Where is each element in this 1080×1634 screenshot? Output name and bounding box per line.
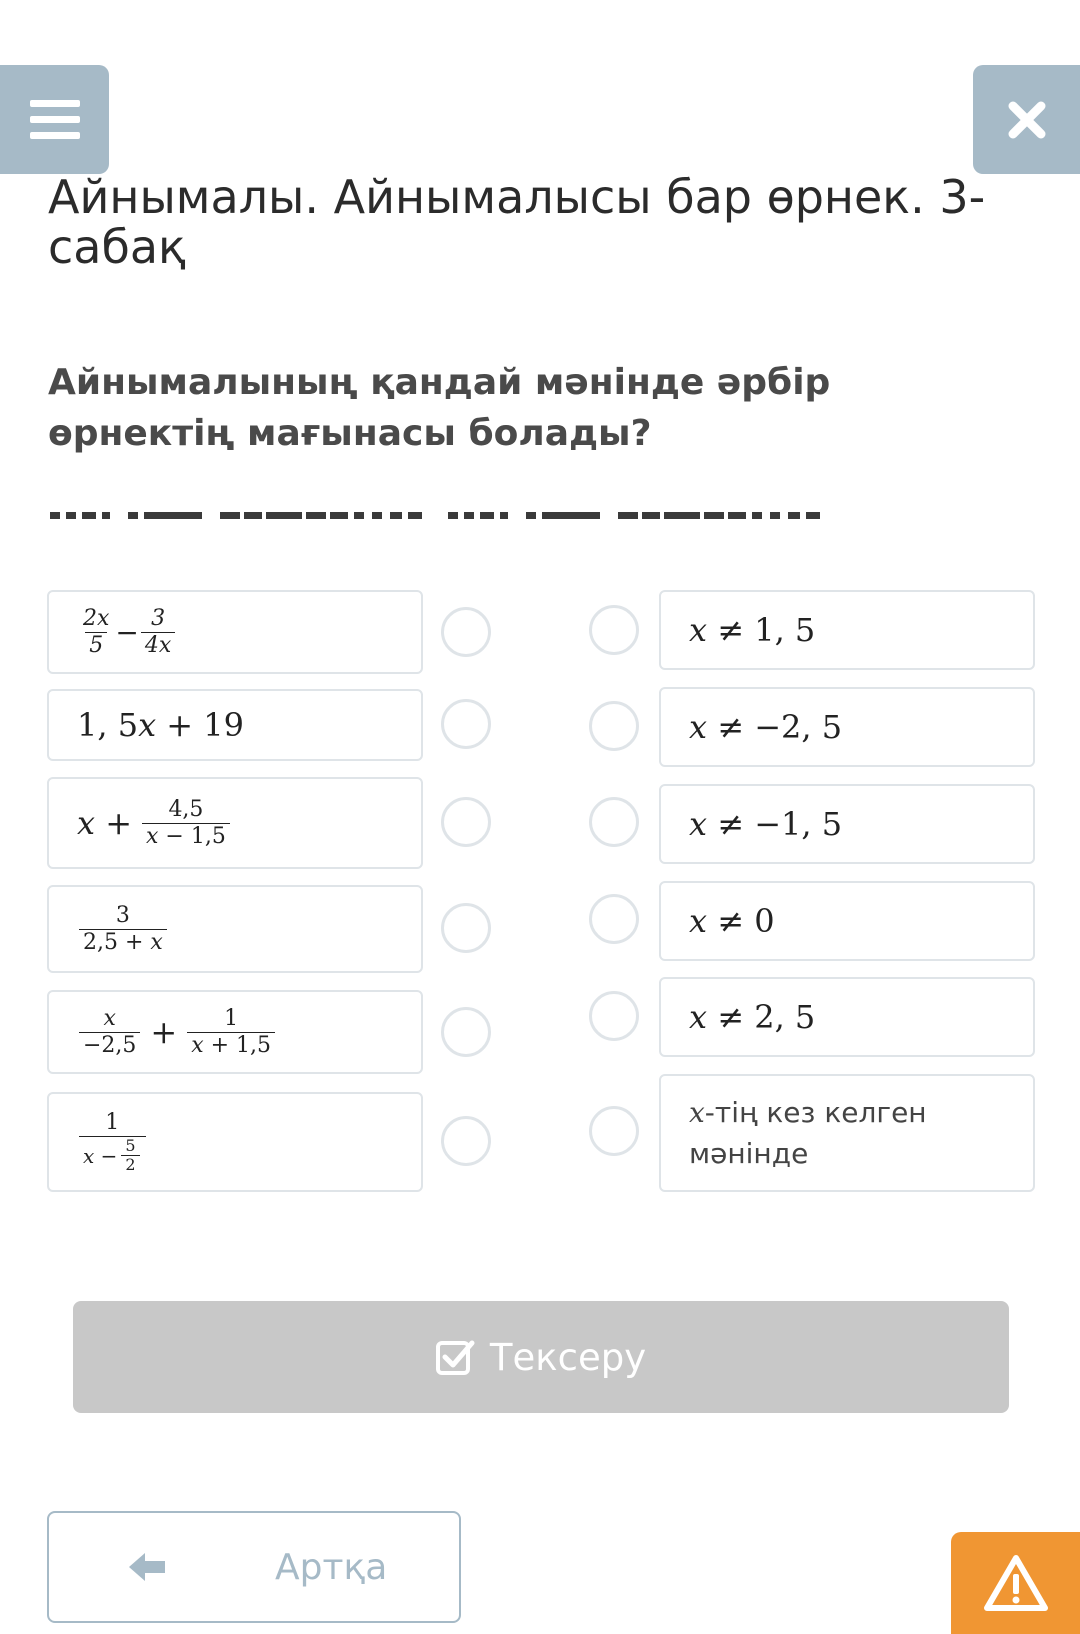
divider-dash [66,512,76,519]
variable: 𝑥 [689,1096,705,1129]
divider-dash [354,512,364,519]
warning-icon [983,1554,1049,1612]
operator: + [150,1013,178,1051]
condition-card-4[interactable] [659,881,1035,961]
condition-suffix: -тің кез келген мәнінде [689,1096,927,1170]
fraction [141,606,175,659]
operator: − [115,615,139,649]
divider-dash [480,512,494,519]
fraction-numerator: 1 [105,1110,120,1135]
condition-card-6[interactable] [659,1074,1035,1192]
hamburger-icon [30,100,80,140]
divider-dash [664,512,700,519]
fraction [79,903,167,956]
divider-dash [752,512,762,519]
fraction-denominator: 2,5 + 𝑥 [79,929,167,956]
report-problem-button[interactable] [951,1532,1080,1634]
right-radio-3[interactable] [589,797,639,847]
divider-dash [770,512,780,519]
fraction-denominator: 5 [85,632,107,659]
right-radio-1[interactable] [589,605,639,655]
question-text: Айнымалының қандай мәнінде әрбір өрнектің мағынасы болады? [48,362,831,454]
left-radio-4[interactable] [441,903,491,953]
fraction-numerator: 3 [151,605,166,631]
expression-card-4[interactable] [47,885,423,973]
divider-dash [788,512,800,519]
arrow-left-icon [127,1551,167,1583]
close-button[interactable] [973,65,1080,174]
left-radio-6[interactable] [441,1116,491,1166]
fraction-denominator: 4𝑥 [141,632,175,659]
expression-card-6[interactable] [47,1092,423,1192]
divider-dash [266,512,302,519]
fraction-denominator: −2,5 [79,1032,140,1059]
divider-dash [728,512,746,519]
expression-card-3[interactable] [47,777,423,869]
fraction-denominator [79,1136,146,1174]
menu-button[interactable] [0,65,109,174]
divider-dash [372,512,382,519]
condition-text: 𝑥 ≠ 1, 5 [689,611,816,649]
divider-dash [408,512,422,519]
divider-dash [128,512,138,519]
condition-text [689,1092,989,1174]
fraction-numerator: 𝑥 [103,1005,116,1031]
condition-card-5[interactable] [659,977,1035,1057]
fraction [79,1006,140,1059]
divider [50,512,1030,522]
condition-text: 𝑥 ≠ −1, 5 [689,805,843,843]
divider-dash [102,512,110,519]
condition-card-1[interactable] [659,590,1035,670]
expression-text: 1, 5𝑥 + 19 [77,706,244,744]
fraction-denominator: 𝑥 + 1,5 [187,1032,275,1059]
checkbox-check-icon [436,1339,476,1375]
divider-dash [642,512,660,519]
nested-numerator: 5 [125,1136,136,1155]
denominator-prefix: 𝑥 − [83,1143,118,1168]
divider-dash [448,512,458,519]
expression-prefix: 𝑥 + [77,804,133,842]
back-button[interactable] [47,1511,461,1623]
expression-card-5[interactable] [47,990,423,1074]
divider-dash [306,512,326,519]
fraction [79,1110,146,1174]
divider-dash [220,512,240,519]
divider-dash [704,512,724,519]
divider-dash [806,512,820,519]
condition-text: 𝑥 ≠ 2, 5 [689,998,816,1036]
fraction-numerator: 2𝑥 [83,605,110,631]
fraction-numerator: 4,5 [168,796,204,822]
left-radio-2[interactable] [441,699,491,749]
fraction-denominator: 𝑥 − 1,5 [142,823,230,850]
left-radio-5[interactable] [441,1007,491,1057]
fraction [187,1006,275,1059]
divider-dash [50,512,60,519]
divider-dash [618,512,638,519]
right-radio-6[interactable] [589,1106,639,1156]
fraction [142,797,230,850]
right-radio-5[interactable] [589,991,639,1041]
divider-dash [330,512,348,519]
divider-dash [542,512,600,519]
fraction [79,606,113,659]
condition-text: 𝑥 ≠ 0 [689,902,775,940]
nested-denominator: 2 [121,1155,139,1174]
divider-dash [526,512,536,519]
divider-dash [500,512,508,519]
left-radio-1[interactable] [441,607,491,657]
expression-card-1[interactable] [47,590,423,674]
divider-dash [82,512,96,519]
divider-dash [144,512,202,519]
back-button-label: Артқа [275,1546,388,1588]
condition-text: 𝑥 ≠ −2, 5 [689,708,843,746]
check-button[interactable] [73,1301,1009,1413]
close-icon [1007,100,1047,140]
nested-fraction [121,1137,139,1174]
condition-card-3[interactable] [659,784,1035,864]
right-radio-2[interactable] [589,701,639,751]
expression-card-2[interactable] [47,689,423,761]
fraction-numerator: 3 [115,902,130,928]
right-radio-4[interactable] [589,894,639,944]
left-radio-3[interactable] [441,797,491,847]
page-title: Айнымалы. Айнымалысы бар өрнек. 3-сабақ [48,170,986,274]
divider-dash [244,512,262,519]
condition-card-2[interactable] [659,687,1035,767]
fraction-numerator: 1 [224,1005,239,1031]
check-button-label: Тексеру [489,1335,647,1379]
divider-dash [390,512,402,519]
divider-dash [464,512,474,519]
